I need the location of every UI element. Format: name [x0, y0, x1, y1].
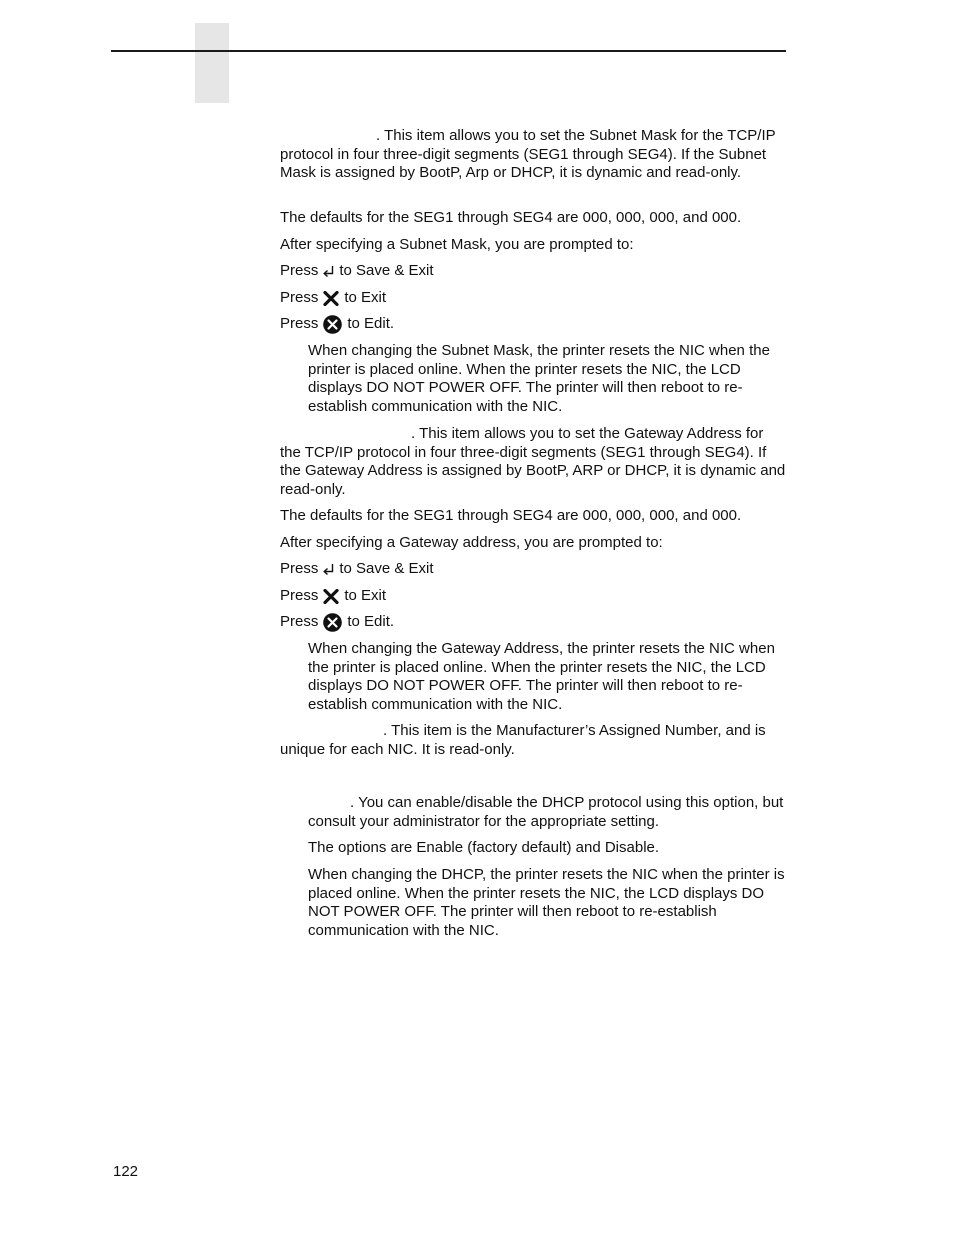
press-word: Press: [280, 613, 319, 631]
edit-label: to Edit.: [347, 613, 395, 631]
subnet-note: When changing the Subnet Mask, the printer resets the NIC when the printer is placed online. When the printer resets the NIC, the LCD displays DO NOT POWER OFF. The printer will then reboot to re-establish communication with the NIC.: [308, 342, 770, 415]
chapter-tab: [195, 23, 229, 103]
gateway-intro: . This item allows you to set the Gateway Address for the TCP/IP protocol in four three-digit segments (SEG1 through SEG4). If the Gateway Address is assigned by BootP, ARP or DHCP, it is dynamic and read-only.: [280, 425, 786, 498]
gateway-note: When changing the Gateway Address, the printer resets the NIC when the printer is placed online. When the printer resets the NIC, the LCD displays DO NOT POWER OFF. The printer will then reboot to re-establish communication with the NIC.: [308, 640, 775, 713]
enter-icon: [323, 265, 334, 277]
enter-icon: [323, 563, 334, 575]
mac-intro: . This item is the Manufacturer’s Assigned Number, and is unique for each NIC. It is read-only.: [280, 722, 766, 758]
edit-label: to Edit.: [347, 315, 395, 333]
exit-label: to Exit: [344, 289, 387, 306]
circle-x-icon: [323, 315, 342, 334]
save-exit-label: to Save & Exit: [339, 560, 434, 577]
dhcp-intro: . You can enable/disable the DHCP protocol using this option, but consult your administrator for the appropriate setting.: [308, 794, 784, 830]
circle-x-icon: [323, 613, 342, 632]
cancel-x-icon: [323, 589, 339, 604]
subnet-press-edit: [280, 315, 786, 334]
exit-label: to Exit: [344, 587, 387, 604]
press-word: Press: [280, 315, 319, 333]
subnet-press-save: [280, 262, 786, 281]
gateway-defaults: The defaults for the SEG1 through SEG4 are 000, 000, 000, and 000.: [280, 507, 742, 524]
subnet-intro: . This item allows you to set the Subnet Mask for the TCP/IP protocol in four three-digit segments (SEG1 through SEG4). If the Subnet Mask is assigned by BootP, Arp or DHCP, it is dynamic and read-only.: [280, 127, 776, 182]
press-word: Press: [280, 587, 319, 604]
press-word: Press: [280, 560, 319, 577]
gateway-press-exit: [280, 587, 786, 606]
save-exit-label: to Save & Exit: [339, 262, 434, 279]
header-rule: [111, 50, 786, 52]
cancel-x-icon: [323, 291, 339, 306]
subnet-press-exit: [280, 289, 786, 308]
subnet-defaults: The defaults for the SEG1 through SEG4 are 000, 000, 000, and 000.: [280, 209, 742, 226]
gateway-prompt: After specifying a Gateway address, you are prompted to:: [280, 534, 663, 551]
subnet-prompt: After specifying a Subnet Mask, you are prompted to:: [280, 236, 634, 253]
press-word: Press: [280, 289, 319, 306]
dhcp-note: When changing the DHCP, the printer resets the NIC when the printer is placed online. When the printer resets the NIC, the LCD displays DO NOT POWER OFF. The printer will then reboot to re-establish communication with the NIC.: [308, 866, 785, 939]
dhcp-options: The options are Enable (factory default) and Disable.: [308, 839, 660, 856]
press-word: Press: [280, 262, 319, 279]
gateway-press-edit: [280, 613, 786, 632]
page-number: 122: [113, 1163, 139, 1180]
gateway-press-save: [280, 560, 786, 579]
